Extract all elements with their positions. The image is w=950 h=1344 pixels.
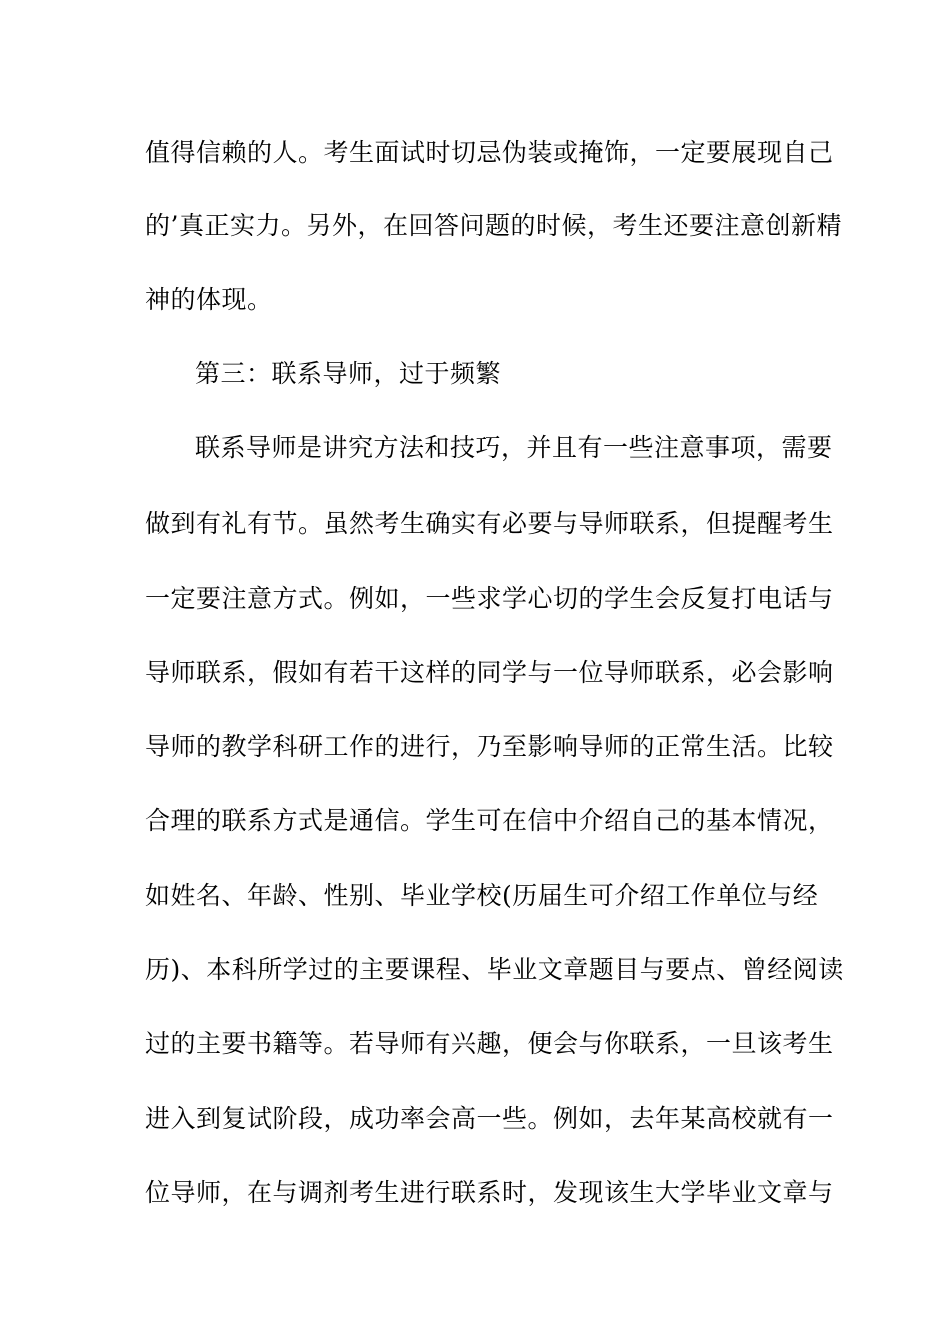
text-line: 过的主要书籍等。若导师有兴趣，便会与你联系，一旦该考生	[145, 1029, 834, 1058]
paragraph-first-line: 联系导师是讲究方法和技巧，并且有一些注意事项，需要	[195, 433, 833, 462]
text-line: 一定要注意方式。例如，一些求学心切的学生会反复打电话与	[145, 584, 834, 613]
text-line: 导师联系，假如有若干这样的同学与一位导师联系，必会影响	[145, 658, 834, 687]
text-line: 合理的联系方式是通信。学生可在信中介绍自己的基本情况，	[145, 806, 834, 835]
text-line: 导师的教学科研工作的进行，乃至影响导师的正常生活。比较	[145, 732, 834, 761]
text-line: 做到有礼有节。虽然考生确实有必要与导师联系，但提醒考生	[145, 509, 834, 538]
text-line: 值得信赖的人。考生面试时切忌伪装或掩饰，一定要展现自己	[145, 138, 834, 167]
text-line: 神的体现。	[145, 285, 273, 314]
text-line: 的’真正实力。另外，在回答问题的时候，考生还要注意创新精	[145, 211, 842, 240]
text-line: 进入到复试阶段，成功率会高一些。例如，去年某高校就有一	[145, 1104, 834, 1133]
text-line: 历)、本科所学过的主要课程、毕业文章题目与要点、曾经阅读	[145, 955, 844, 984]
text-line: 如姓名、年龄、性别、毕业学校(历届生可介绍工作单位与经	[145, 881, 819, 910]
text-line: 位导师，在与调剂考生进行联系时，发现该生大学毕业文章与	[145, 1178, 834, 1207]
section-heading: 第三：联系导师，过于频繁	[195, 359, 502, 388]
